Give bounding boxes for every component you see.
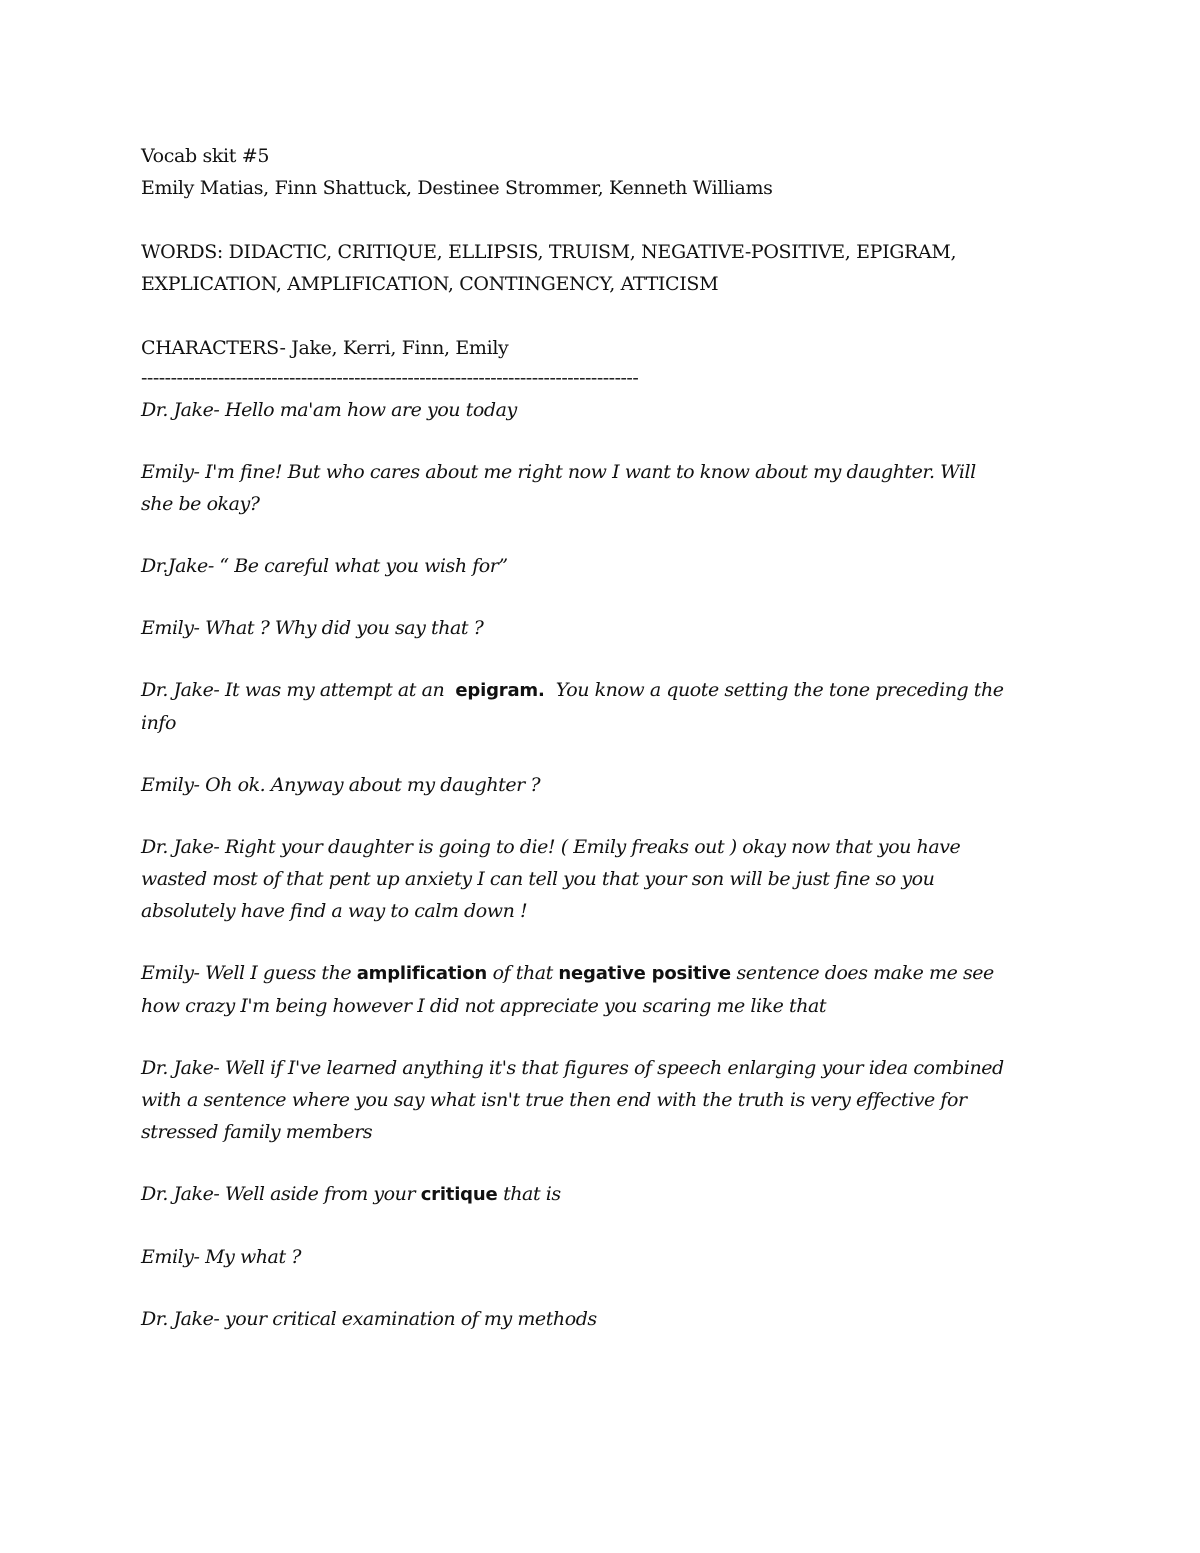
dialogue-line: wasted most of that pent up anxiety I can tell you that your son will be just fine so you [141,868,935,890]
dialogue-text: Dr. Jake- It was my attempt at an [141,679,456,701]
dialogue-line: with a sentence where you say what isn't true then end with the truth is very effective for [141,1089,967,1111]
dialogue-line: Dr. Jake- Well if I've learned anything it's that figures of speech enlarging your idea combined [141,1057,1004,1079]
dialogue-text: Emily- Well I guess the [141,962,357,984]
vocab-keyword: amplification [356,963,488,984]
dialogue-line [141,957,1061,990]
dialogue-block [141,769,1061,801]
dialogue-block [141,1178,1061,1211]
dialogue-block [141,1052,1061,1148]
dialogue-text: sentence does make me see [730,962,994,984]
authors-line: Emily Matias, Finn Shattuck, Destinee Strommer, Kenneth Williams [141,177,773,199]
dialogue-line: info [141,712,176,734]
dialogue-line [141,674,1061,707]
dialogue-line: Dr.Jake- “ Be careful what you wish for” [141,555,508,577]
document-page [141,140,1061,1365]
document-title: Vocab skit #5 [141,145,270,167]
dialogue-block [141,394,1061,426]
dialogue-line: Emily- My what ? [141,1246,301,1268]
divider-line: ------------------------------------------------------------------------------------ [141,367,639,389]
words-line-2: EXPLICATION, AMPLIFICATION, CONTINGENCY, ATTICISM [141,273,719,295]
dialogue-line: Dr. Jake- Right your daughter is going to die! ( Emily freaks out ) okay now that you have [141,836,961,858]
dialogue-block [141,456,1061,520]
dialogue-line [141,1178,1061,1211]
dialogue-block [141,1303,1061,1335]
dialogue-line: Dr. Jake- your critical examination of my methods [141,1308,597,1330]
vocab-keyword: negative positive [558,963,731,984]
dialogue-line: how crazy I'm being however I did not appreciate you scaring me like that [141,995,827,1017]
dialogue-block [141,550,1061,582]
dialogue-block [141,612,1061,644]
dialogue-block [141,831,1061,927]
dialogue-text: Dr. Jake- Well aside from your [141,1183,421,1205]
words-line-1: WORDS: DIDACTIC, CRITIQUE, ELLIPSIS, TRUISM, NEGATIVE-POSITIVE, EPIGRAM, [141,241,957,263]
dialogue-line: absolutely have find a way to calm down ! [141,900,528,922]
dialogue-line: Dr. Jake- Hello ma'am how are you today [141,399,517,421]
dialogue-line: stressed family members [141,1121,373,1143]
dialogue-block [141,957,1061,1022]
vocab-keyword: critique [420,1184,498,1205]
dialogue-line: she be okay? [141,493,260,515]
characters-line: CHARACTERS- Jake, Kerri, Finn, Emily [141,337,509,359]
dialogue-text: of that [487,962,559,984]
dialogue-line: Emily- What ? Why did you say that ? [141,617,484,639]
dialogue-line: Emily- Oh ok. Anyway about my daughter ? [141,774,541,796]
dialogue-text: You know a quote setting the tone preceding the [544,679,1004,701]
vocab-keyword: epigram. [455,680,545,701]
dialogue-block [141,674,1061,739]
dialogue-line: Emily- I'm fine! But who cares about me right now I want to know about my daughter. Will [141,461,976,483]
dialogue-block [141,1241,1061,1273]
dialogue-text: that is [497,1183,561,1205]
